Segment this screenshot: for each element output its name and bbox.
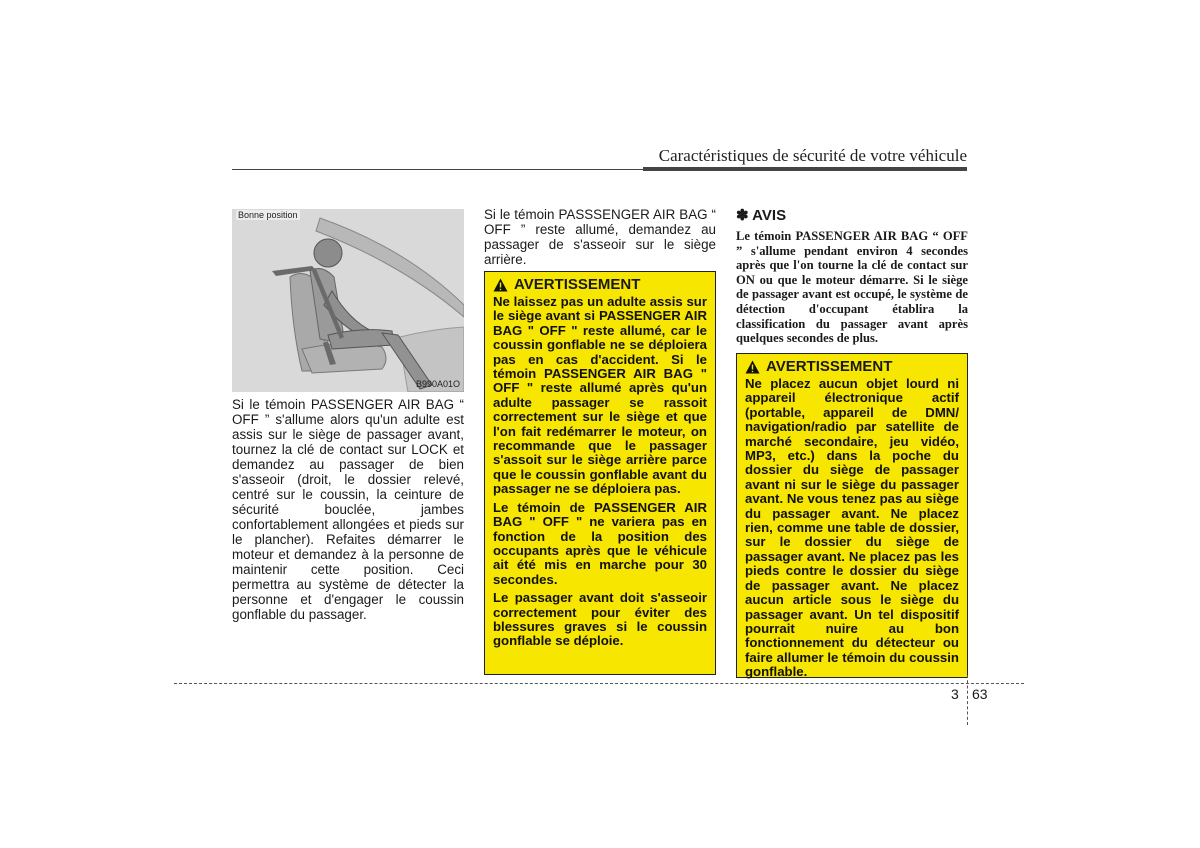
footer-divider bbox=[967, 675, 968, 725]
warning-2-title: AVERTISSEMENT bbox=[766, 358, 893, 375]
notice-text: Le témoin PASSENGER AIR BAG “ OFF ” s'allume pendant environ 4 secondes après que l'on tourne la clé de contact sur ON ou que le moteur démarre. Si le siège de passager avant est occupé, le système de détection d'occupant établira la classification du passager avant après quelques secondes de plus. bbox=[736, 229, 968, 346]
notice-title: ✽ AVIS bbox=[736, 207, 787, 224]
warning-triangle-icon bbox=[493, 278, 508, 292]
body-text-col2: Si le témoin PASSSENGER AIR BAG “ OFF ” reste allumé, demandez au passager de s'asseoir sur le siège arrière. bbox=[484, 207, 716, 267]
warning-2-text: Ne placez aucun objet lourd ni appareil électronique actif (portable, appareil de DMN/ navigation/radio par satellite de marché secondaire, jeu vidéo, MP3, etc.) dans la poche du dossier du siège de passager avant ni sur le siège du passager avant. Ne vous tenez pas au siège du passager avant. Ne placez rien, comme une table de dossier, sur le dossier du siège de passager avant. Ne placez pas les pieds contre le dossier du siège de passager avant. Ne placez aucun article sous le siège du passager avant. Un tel dispositif pourrait nuire au bon fonctionnement du détecteur ou faire allumer le témoin du coussin gonflable. bbox=[745, 376, 959, 680]
warning-1-paragraph-1: Ne laissez pas un adulte assis sur le siège avant si PASSENGER AIR BAG " OFF " reste allumé, car le coussin gonflable ne se déploiera pas en cas d'accident. Si le témoin PASSENGER AIR BAG " OFF " reste allumé après qu'un adulte passager se rassoit correctement sur le siège et que l'on fait redémarrer le moteur, on recommande que le passager s'assoit sur le siège arrière parce que le coussin gonflable avant du passager ne se déploiera pas. bbox=[493, 294, 707, 497]
seated-passenger-figure bbox=[232, 209, 464, 392]
warning-1-paragraph-2: Le témoin de PASSENGER AIR BAG " OFF " ne variera pas en fonction de la position des occupants après que le véhicule ait été mis en marche pour 30 secondes. bbox=[493, 499, 707, 587]
header-title: Caractéristiques de sécurité de votre véhicule bbox=[658, 146, 967, 165]
page-chapter: 3 bbox=[951, 686, 959, 702]
warning-box-2 bbox=[736, 353, 968, 678]
page-number: 63 bbox=[972, 686, 988, 702]
warning-triangle-icon bbox=[745, 360, 760, 374]
warning-1-title: AVERTISSEMENT bbox=[514, 276, 641, 293]
figure-caption: Bonne position bbox=[238, 210, 298, 220]
notice-block bbox=[736, 206, 968, 346]
warning-box-1 bbox=[484, 271, 716, 675]
seating-position-illustration bbox=[232, 209, 464, 392]
header-rule-accent bbox=[643, 167, 967, 171]
body-text-col1: Si le témoin PASSENGER AIR BAG “ OFF ” s'allume alors qu'un adulte est assis sur le siège de passager avant, tournez la clé de contact sur LOCK et demandez au passager de bien s'asseoir (droit, le dossier relevé, centré sur le coussin, la ceinture de sécurité bouclée, jambes confortablement allongées et pieds sur le plancher). Refaites démarrer le moteur et demandez à la personne de maintenir cette position. Ceci permettra au système de détecter la personne et d'engager le coussin gonflable du passager. bbox=[232, 397, 464, 622]
warning-1-paragraph-3: Le passager avant doit s'asseoir correctement pour éviter des blessures graves si le coussin gonflable se déploie. bbox=[493, 590, 707, 649]
figure-code: B990A01O bbox=[415, 379, 460, 389]
footer-rule bbox=[174, 683, 1024, 684]
